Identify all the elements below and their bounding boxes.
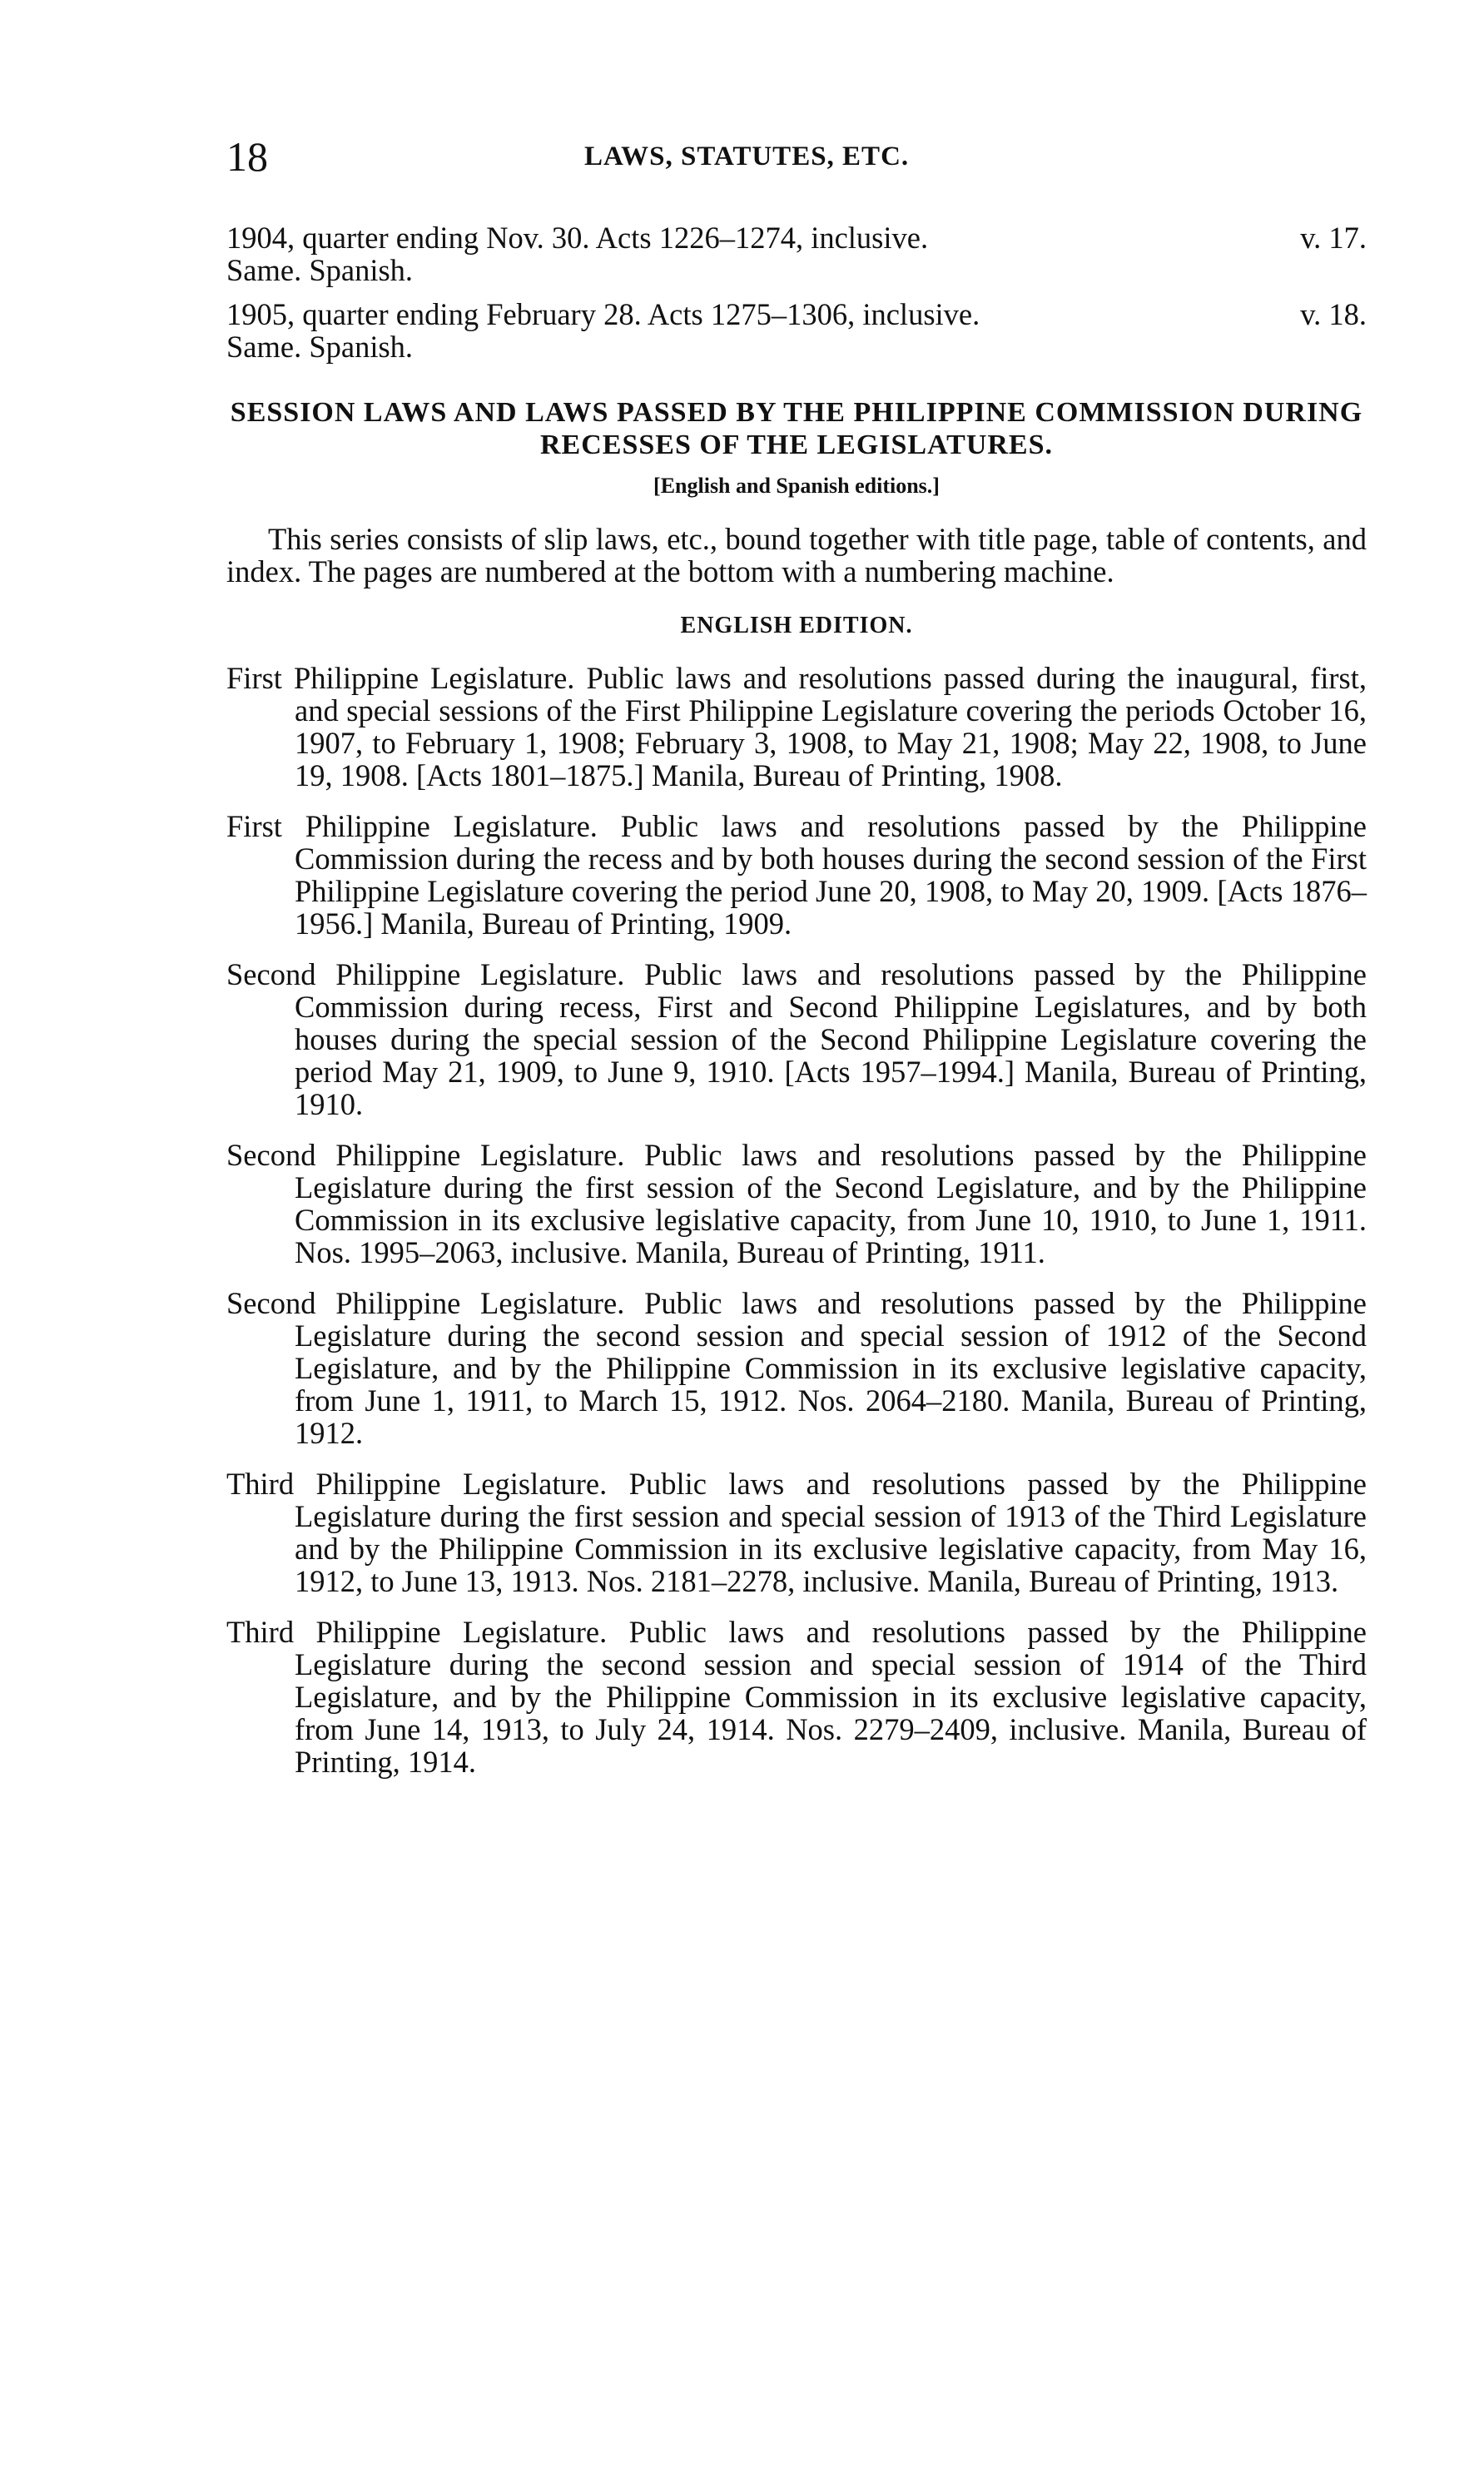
quarterly-volume: v. 17. xyxy=(1300,221,1367,255)
quarterly-same-spanish: Same. Spanish. xyxy=(226,330,414,364)
legislature-entry: Second Philippine Legislature. Public laws and resolutions passed by the Philippine Legislature during the second session and special session of 1912 of the Second Legislature, and by the Philippine Commission in its exclusive legislative capacity, from June 1, 1911, to March 15, 1912. Nos. 2064–2180. Manila, Bureau of Printing, 1912. xyxy=(226,1286,1367,1450)
quarterly-entry-text: 1904, quarter ending Nov. 30. Acts 1226–1274, inclusive. xyxy=(226,221,929,255)
quarterly-entry-text: 1905, quarter ending February 28. Acts 1275–1306, inclusive. xyxy=(226,297,980,331)
legislature-entry: Third Philippine Legislature. Public laws and resolutions passed by the Philippine Legislature during the first session and special session of 1913 of the Third Legislature and by the Philippine Commission in its exclusive legislative capacity, from May 16, 1912, to June 13, 1913. Nos. 2181–2278, inclusive. Manila, Bureau of Printing, 1913. xyxy=(226,1467,1367,1598)
page-number: 18 xyxy=(226,133,268,180)
quarterly-volume: v. 18. xyxy=(1300,297,1367,331)
section-heading: SESSION LAWS AND LAWS PASSED BY THE PHILIPPINE COMMISSION DURING RECESSES OF THE LEGISLATURES. xyxy=(230,397,1363,460)
legislature-entry: Second Philippine Legislature. Public laws and resolutions passed by the Philippine Commission during recess, First and Second Philippine Legislatures, and by both houses during the special session of the Second Philippine Legislature covering the period May 21, 1909, to June 9, 1910. [Acts 1957–1994.] Manila, Bureau of Printing, 1910. xyxy=(226,957,1367,1121)
series-description: This series consists of slip laws, etc., bound together with title page, table of contents, and index. The pages are numbered at the bottom with a numbering machine. xyxy=(226,522,1367,588)
legislature-entry: Third Philippine Legislature. Public laws and resolutions passed by the Philippine Legislature during the second session and special session of 1914 of the Third Legislature, and by the Philippine Commission in its exclusive legislative capacity, from June 14, 1913, to July 24, 1914. Nos. 2279–2409, inclusive. Manila, Bureau of Printing, 1914. xyxy=(226,1615,1367,1779)
quarterly-entry xyxy=(226,298,1367,363)
legislature-entry: Second Philippine Legislature. Public laws and resolutions passed by the Philippine Legislature during the first session of the Second Legislature, and by the Philippine Commission in its exclusive legislative capacity, from June 10, 1910, to June 1, 1911. Nos. 1995–2063, inclusive. Manila, Bureau of Printing, 1911. xyxy=(226,1138,1367,1269)
page-header xyxy=(226,132,1392,190)
editions-note: [English and Spanish editions.] xyxy=(653,474,940,498)
quarterly-entry xyxy=(226,221,1367,286)
running-title: LAWS, STATUTES, ETC. xyxy=(584,142,910,171)
page-body xyxy=(226,221,1367,1796)
quarterly-same-spanish: Same. Spanish. xyxy=(226,253,414,287)
edition-subheading: ENGLISH EDITION. xyxy=(680,613,913,638)
legislature-entry: First Philippine Legislature. Public laws and resolutions passed by the Philippine Commission during the recess and by both houses during the second session of the First Philippine Legislature covering the period June 20, 1908, to May 20, 1909. [Acts 1876–1956.] Manila, Bureau of Printing, 1909. xyxy=(226,809,1367,941)
legislature-entry: First Philippine Legislature. Public laws and resolutions passed during the inaugural, first, and special sessions of the First Philippine Legislature covering the periods October 16, 1907, to February 1, 1908; February 3, 1908, to May 21, 1908; May 22, 1908, to June 19, 1908. [Acts 1801–1875.] Manila, Bureau of Printing, 1908. xyxy=(226,661,1367,792)
